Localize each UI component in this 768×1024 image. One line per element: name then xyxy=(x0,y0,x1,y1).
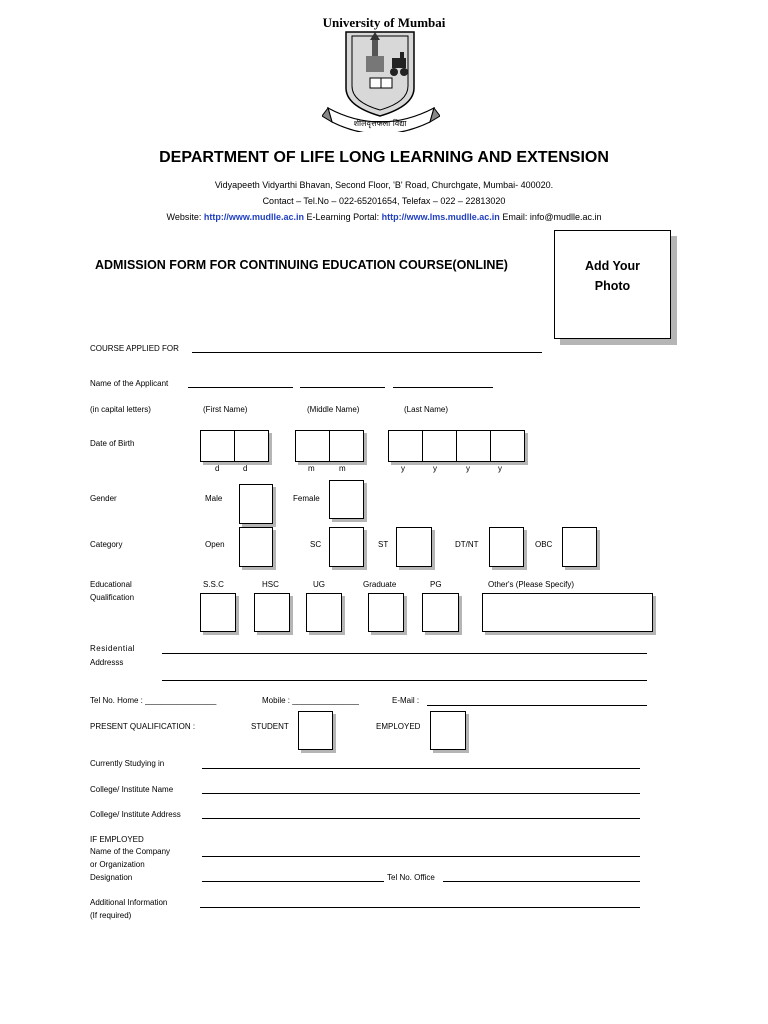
dob-year-2[interactable] xyxy=(422,430,457,462)
capital-letters-note: (in capital letters) xyxy=(90,405,151,414)
st-checkbox[interactable] xyxy=(396,527,432,567)
pg-checkbox[interactable] xyxy=(422,593,459,632)
sc-checkbox[interactable] xyxy=(329,527,364,567)
female-checkbox[interactable] xyxy=(329,480,364,519)
graduate-label: Graduate xyxy=(363,580,397,589)
obc-checkbox[interactable] xyxy=(562,527,597,567)
email-field-label: E-Mail : xyxy=(392,696,420,705)
company-label-1: Name of the Company xyxy=(90,847,171,856)
female-label: Female xyxy=(293,494,320,503)
dob-month-2[interactable] xyxy=(329,430,364,462)
tel-home-label[interactable]: Tel No. Home : ________________ xyxy=(90,696,217,705)
department-web-line xyxy=(0,212,768,222)
dob-label: Date of Birth xyxy=(90,439,135,448)
male-checkbox[interactable] xyxy=(239,484,273,524)
additional-label-1: Additional Information xyxy=(90,898,168,907)
dob-day-2[interactable] xyxy=(234,430,269,462)
ug-checkbox[interactable] xyxy=(306,593,342,632)
university-name: University of Mumbai xyxy=(322,15,446,30)
department-title: DEPARTMENT OF LIFE LONG LEARNING AND EXTENSION xyxy=(159,149,609,166)
address-line-2[interactable] xyxy=(162,680,647,681)
dtnt-checkbox[interactable] xyxy=(489,527,524,567)
university-emblem xyxy=(322,28,440,132)
designation-label: Designation xyxy=(90,873,133,882)
dob-hint-d2: d xyxy=(243,464,248,473)
dob-hint-y3: y xyxy=(466,464,470,473)
currently-studying-label: Currently Studying in xyxy=(90,759,165,768)
college-name-line[interactable] xyxy=(202,793,640,794)
company-label-2: or Organization xyxy=(90,860,145,869)
if-employed-label: IF EMPLOYED xyxy=(90,835,144,844)
category-label: Category xyxy=(90,540,123,549)
currently-studying-line[interactable] xyxy=(202,768,640,769)
department-address: Vidyapeeth Vidyarthi Bhavan, Second Floor, 'B' Road, Churchgate, Mumbai- 400020. xyxy=(214,180,554,190)
portal-link[interactable]: http://www.lms.mudlle.ac.in xyxy=(381,212,500,222)
mobile-label[interactable]: Mobile : _______________ xyxy=(262,696,359,705)
ssc-checkbox[interactable] xyxy=(200,593,236,632)
middle-name-line[interactable] xyxy=(300,387,385,388)
dob-hint-y1: y xyxy=(401,464,405,473)
edu-label-2: Qualification xyxy=(90,593,135,602)
employed-checkbox[interactable] xyxy=(430,711,466,750)
email-label: Email: xyxy=(502,212,528,222)
college-address-line[interactable] xyxy=(202,818,640,819)
company-line[interactable] xyxy=(202,856,640,857)
dob-month-boxes[interactable] xyxy=(295,430,364,462)
college-address-label: College/ Institute Address xyxy=(90,810,181,819)
photo-label-1: Add Your xyxy=(584,259,641,273)
others-input[interactable] xyxy=(482,593,653,632)
edu-label-1: Educational xyxy=(90,580,132,589)
last-name-line[interactable] xyxy=(393,387,493,388)
dob-hint-y4: y xyxy=(498,464,502,473)
open-label: Open xyxy=(205,540,225,549)
course-input-line[interactable] xyxy=(192,352,542,353)
college-name-label: College/ Institute Name xyxy=(90,785,174,794)
first-name-label: (First Name) xyxy=(203,405,248,414)
dtnt-label: DT/NT xyxy=(455,540,479,549)
course-label: COURSE APPLIED FOR xyxy=(90,344,179,353)
department-contact: Contact – Tel.No – 022-65201654, Telefax – 022 – 22813020 xyxy=(262,196,506,206)
student-checkbox[interactable] xyxy=(298,711,333,750)
first-name-line[interactable] xyxy=(188,387,293,388)
pg-label: PG xyxy=(430,580,442,589)
open-checkbox[interactable] xyxy=(239,527,273,567)
last-name-label: (Last Name) xyxy=(404,405,449,414)
middle-name-label: (Middle Name) xyxy=(307,405,360,414)
additional-label-2: (If required) xyxy=(90,911,132,920)
ssc-label: S.S.C xyxy=(203,580,224,589)
additional-line[interactable] xyxy=(200,907,640,908)
st-label: ST xyxy=(378,540,389,549)
website-link[interactable]: http://www.mudlle.ac.in xyxy=(203,212,305,222)
present-qualification-label: PRESENT QUALIFICATION : xyxy=(90,722,196,731)
photo-label-2: Photo xyxy=(594,279,631,293)
hsc-label: HSC xyxy=(262,580,279,589)
designation-line[interactable] xyxy=(202,881,384,882)
gender-label: Gender xyxy=(90,494,117,503)
photo-box[interactable] xyxy=(554,230,671,339)
dob-hint-m2: m xyxy=(339,464,346,473)
residential-label-2: Addresss xyxy=(90,658,124,667)
sc-label: SC xyxy=(310,540,322,549)
dob-day-boxes[interactable] xyxy=(200,430,269,462)
dob-day-1[interactable] xyxy=(200,430,235,462)
obc-label: OBC xyxy=(535,540,553,549)
dob-year-1[interactable] xyxy=(388,430,423,462)
dob-hint-d1: d xyxy=(215,464,220,473)
address-line-1[interactable] xyxy=(162,653,647,654)
male-label: Male xyxy=(205,494,223,503)
employed-label: EMPLOYED xyxy=(376,722,421,731)
tel-office-label: Tel No. Office xyxy=(387,873,435,882)
email-input-line[interactable] xyxy=(427,705,647,706)
tel-office-line[interactable] xyxy=(443,881,640,882)
dob-year-boxes[interactable] xyxy=(388,430,525,462)
dob-year-4[interactable] xyxy=(490,430,525,462)
name-label: Name of the Applicant xyxy=(90,379,169,388)
dob-hint-m1: m xyxy=(308,464,315,473)
others-label: Other's (Please Specify) xyxy=(488,580,575,589)
portal-label: E-Learning Portal: xyxy=(306,212,380,222)
graduate-checkbox[interactable] xyxy=(368,593,404,632)
email-value: info@mudlle.ac.in xyxy=(529,212,602,222)
hsc-checkbox[interactable] xyxy=(254,593,290,632)
emblem-motto: शीलवृत्तफला विद्या xyxy=(353,119,407,128)
dob-year-3[interactable] xyxy=(456,430,491,462)
student-label: STUDENT xyxy=(251,722,289,731)
ug-label: UG xyxy=(313,580,325,589)
dob-month-1[interactable] xyxy=(295,430,330,462)
form-title: ADMISSION FORM FOR CONTINUING EDUCATION COURSE(ONLINE) xyxy=(95,258,508,272)
dob-hint-y2: y xyxy=(433,464,437,473)
website-label: Website: xyxy=(166,212,202,222)
residential-label-1: Residential xyxy=(90,644,136,653)
